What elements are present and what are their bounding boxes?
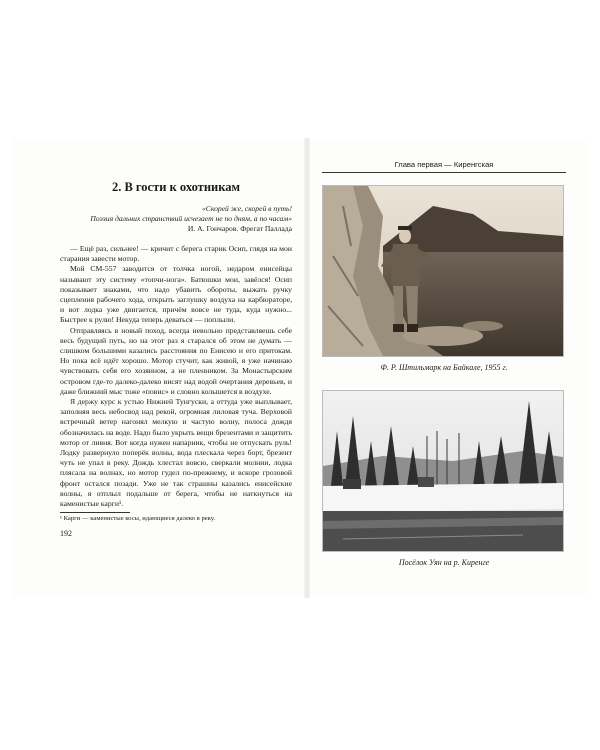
epigraph-line-2: Поэзия дальних странствий исчезает не по дням, а по часам» [90, 214, 292, 223]
epigraph-source: И. А. Гончаров. Фрегат Паллада [187, 224, 292, 233]
photo-baikal [322, 185, 564, 357]
epigraph-line-1: «Скорей же, скорей в путь! [201, 204, 292, 213]
book-gutter [304, 138, 310, 598]
left-page [60, 180, 292, 538]
footnote-rule [60, 512, 130, 513]
right-page [322, 160, 566, 567]
running-head: Глава первая — Киренгская [322, 160, 566, 173]
photo-uyan-caption: Посёлок Уян на р. Киренге [398, 558, 490, 567]
chapter-title: 2. В гости к охотникам [111, 180, 241, 194]
paragraph: — Ещё раз, сильнее! — кричит с берега старик Осип, глядя на мои старания завести мотор. [60, 244, 292, 264]
photo-baikal-image [323, 186, 563, 356]
paragraph: Я держу курс к устью Нижней Тунгуски, а оттуда уже выплывает, заполняя весь небосвод над рекой, огромная лиловая туча. Верховой встречный ветер нагонял мелкую и частую волну, полоса дождя обозначилась на воде. Надо было укрыть вещи брезентами и защитить мотор от ливня. Вот когда нужен напарник, чтобы не отпускать руль! Лодку развернуло поперёк волны, вода плескала через борт, брезент чуть не упал в реку. Дождь хлестал вовсю, сверкали молнии, лодка плясала на волнах, но мотор гудел по-прежнему, и вскоре грозовой фронт остался позади. Уже не так страшны казались енисейские волны, я отплыл подальше от берега, чтобы не наткнуться на каменистые карги¹. [60, 397, 292, 509]
photo-uyan-image [323, 391, 563, 551]
photo-uyan [322, 390, 564, 552]
paragraph: Отправляясь в новый поход, всегда невольно представляешь себе весь будущий путь, но на этот раз я старался об этом не думать — слишком большими казались расстояния по Енисею и его притокам. Но пока всё идёт хорошо. Мотор стучит, как живой, я уже начинаю чувствовать себя его хозяином, а не пленником. За Монастырским островом где-то далеко-далеко висят над водой очертания деревьев, и даже ближний мыс тоже «повис» и словно колышется в воздухе. [60, 325, 292, 396]
photo-baikal-caption: Ф. Р. Штильмарк на Байкале, 1955 г. [380, 363, 508, 372]
paragraph: Мой СМ-557 заводится от толчка ногой, недаром енисейцы называют эту систему «топчи-нога». Батюшки мои, завёлся! Осип показывает знаками, что надо убавить обороты, выжать ручку сцепления рабочего хода, открыть заглушку воздуха на карбюраторе, и вот лодка уже двигается, причём вовсе не туда, куда нужно... Быстрее к рулю! Некуда теперь деваться — поплыли. [60, 264, 292, 325]
footnote: ¹ Карги — каменистые косы, идающиеся далеко в реку. [60, 515, 216, 523]
page-number: 192 [60, 529, 72, 539]
